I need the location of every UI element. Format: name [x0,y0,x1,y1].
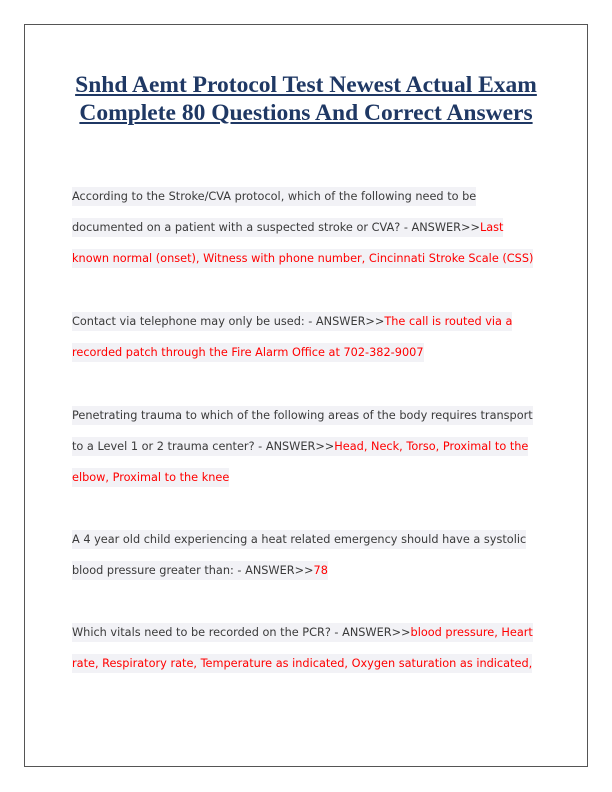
qa-item-2 [72,306,544,368]
answer-text: blood pressure, Heart rate, Respiratory rate, Temperature as indicated, Oxygen saturation as indicated, [72,623,533,673]
document-title: Snhd Aemt Protocol Test Newest Actual Exam Complete 80 Questions And Correct Answers [75,72,537,126]
answer-marker: - ANSWER>> [331,623,411,642]
answer-text: Last known normal (onset), Witness with phone number, Cincinnati Stroke Scale (CSS) [72,218,533,268]
answer-marker: - ANSWER>> [255,437,335,456]
question-text: According to the Stroke/CVA protocol, which of the following need to be documented on a patient with a suspected stroke or CVA? [72,187,476,237]
qa-item-1 [72,181,544,274]
question-text: Contact via telephone may only be used: [72,312,305,331]
answer-marker: - ANSWER>> [305,312,385,331]
qa-item-3 [72,400,544,493]
answer-text: Head, Neck, Torso, Proximal to the elbow, Proximal to the knee [72,437,528,487]
answer-text: The call is routed via a recorded patch through the Fire Alarm Office at 702-382-9007 [72,312,512,362]
qa-item-5 [72,617,544,679]
answer-marker: - ANSWER>> [400,218,480,237]
question-text: Penetrating trauma to which of the following areas of the body requires transport to a Level 1 or 2 trauma center? [72,406,533,456]
answer-marker: - ANSWER>> [234,561,314,580]
qa-item-4 [72,524,544,586]
question-text: A 4 year old child experiencing a heat related emergency should have a systolic blood pressure greater than: [72,530,526,580]
answer-text: 78 [314,561,328,580]
question-text: Which vitals need to be recorded on the PCR? [72,623,331,642]
